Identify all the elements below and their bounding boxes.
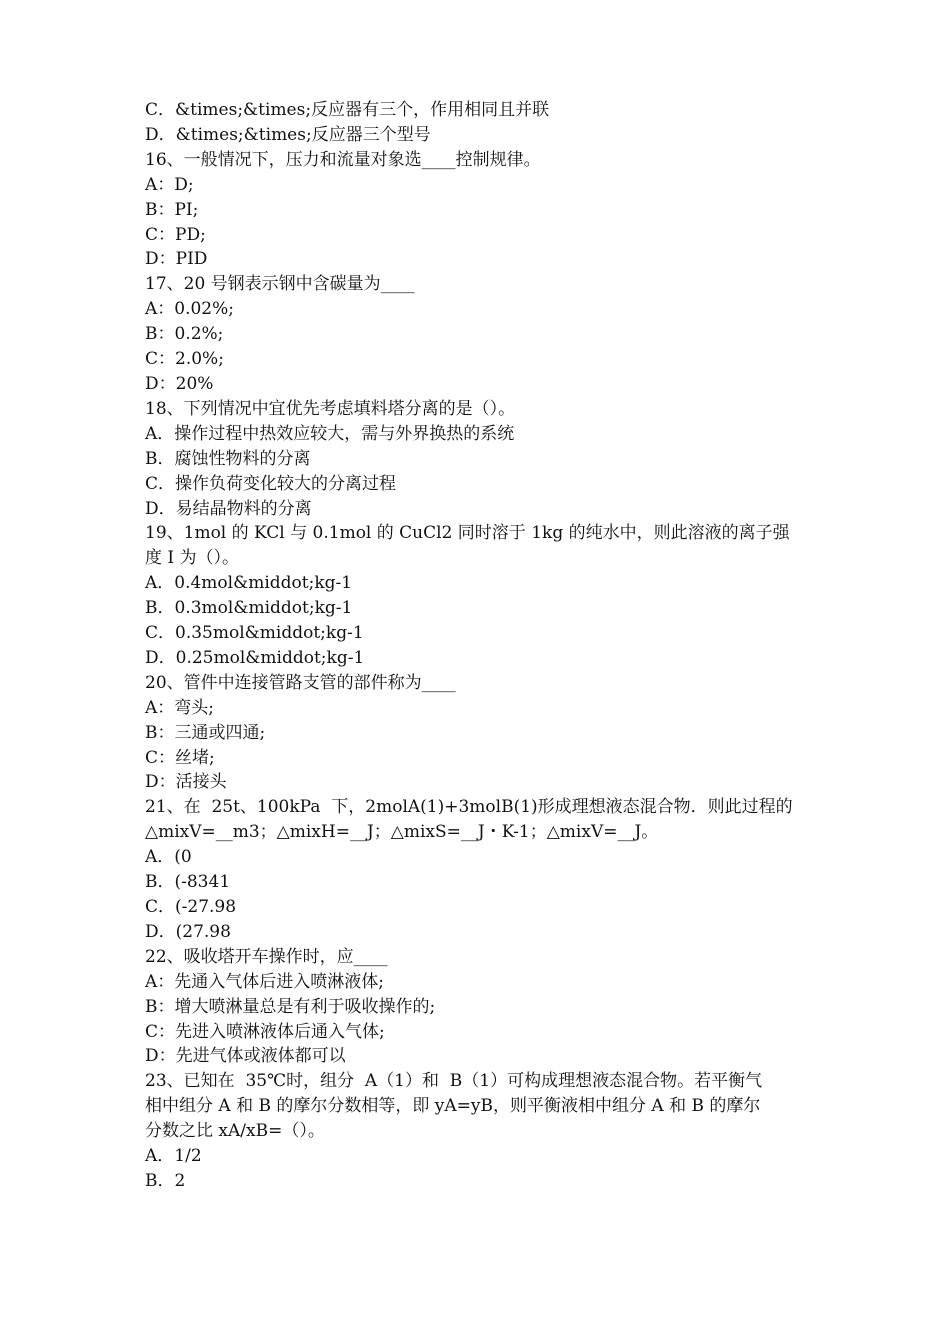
question-21: 21、在 25t、100kPa 下，2molA(1)+3molB(1)形成理想液态混合物．则此过程的: [145, 797, 793, 818]
option-line: B：增大喷淋量总是有利于吸收操作的;: [145, 996, 436, 1017]
question-22: 22、吸收塔开车操作时，应____: [145, 946, 388, 967]
option-line: B．2: [145, 1170, 186, 1191]
question-23: 23、已知在 35℃时，组分 A（1）和 B（1）可构成理想液态混合物。若平衡气: [145, 1071, 763, 1092]
option-line: B．腐蚀性物料的分离: [145, 448, 311, 469]
option-line: D：PID: [145, 249, 208, 270]
question-23-cont: 分数之比 xA/xB=（）。: [145, 1121, 325, 1142]
option-line: D．易结晶物料的分离: [145, 498, 312, 519]
option-line: B：三通或四通;: [145, 722, 266, 743]
option-line: D：活接头: [145, 772, 227, 793]
question-19-cont: 度 I 为（）。: [145, 548, 240, 569]
option-line: C．0.35mol&middot;kg-1: [145, 623, 364, 644]
option-line: C．(-27.98: [145, 897, 237, 917]
option-line: A：先通入气体后进入喷淋液体;: [145, 971, 385, 992]
question-19: 19、1mol 的 KCl 与 0.1mol 的 CuCl2 同时溶于 1kg 的纯水中，则此溶液的离子强: [145, 523, 790, 544]
question-18: 18、下列情况中宜优先考虑填料塔分离的是（）。: [145, 398, 516, 419]
document-body: [145, 98, 807, 1194]
option-line: B：0.2%;: [145, 324, 224, 345]
question-17: 17、20 号钢表示钢中含碳量为____: [145, 274, 415, 295]
option-line: D．0.25mol&middot;kg-1: [145, 647, 365, 668]
question-23-cont: 相中组分 A 和 B 的摩尔分数相等，即 yA=yB，则平衡液相中组分 A 和 B 的摩尔: [145, 1096, 761, 1117]
option-line: D．(27.98: [145, 921, 231, 942]
option-line: A．操作过程中热效应较大，需与外界换热的系统: [145, 423, 515, 444]
option-line: A．0.4mol&middot;kg-1: [145, 573, 353, 594]
option-line: D：先进气体或液体都可以: [145, 1046, 346, 1067]
option-line: D：20%: [145, 373, 214, 394]
question-16: 16、一般情况下，压力和流量对象选____控制规律。: [145, 149, 541, 170]
option-line: A：0.02%;: [145, 299, 235, 320]
option-line: C．&times;&times;反应器有三个，作用相同且并联: [145, 100, 550, 120]
option-line: B．0.3mol&middot;kg-1: [145, 598, 353, 619]
option-line: C．操作负荷变化较大的分离过程: [145, 473, 397, 494]
option-line: C：2.0%;: [145, 349, 224, 370]
option-line: B：PI;: [145, 199, 199, 220]
question-20: 20、管件中连接管路支管的部件称为____: [145, 672, 456, 693]
option-line: B．(-8341: [145, 872, 231, 893]
option-line: A：弯头;: [145, 697, 215, 718]
option-line: A．(0: [145, 847, 192, 868]
option-line: C：PD;: [145, 224, 206, 245]
option-line: D．&times;&times;反应器三个型号: [145, 124, 431, 145]
option-line: A．1/2: [145, 1146, 202, 1167]
option-line: C：先进入喷淋液体后通入气体;: [145, 1021, 385, 1042]
option-line: C：丝堵;: [145, 747, 215, 768]
option-line: A：D;: [145, 174, 194, 195]
question-21-cont: △mixV=__m3；△mixH=__J；△mixS=__J・K-1；△mixV=__J。: [145, 822, 659, 843]
